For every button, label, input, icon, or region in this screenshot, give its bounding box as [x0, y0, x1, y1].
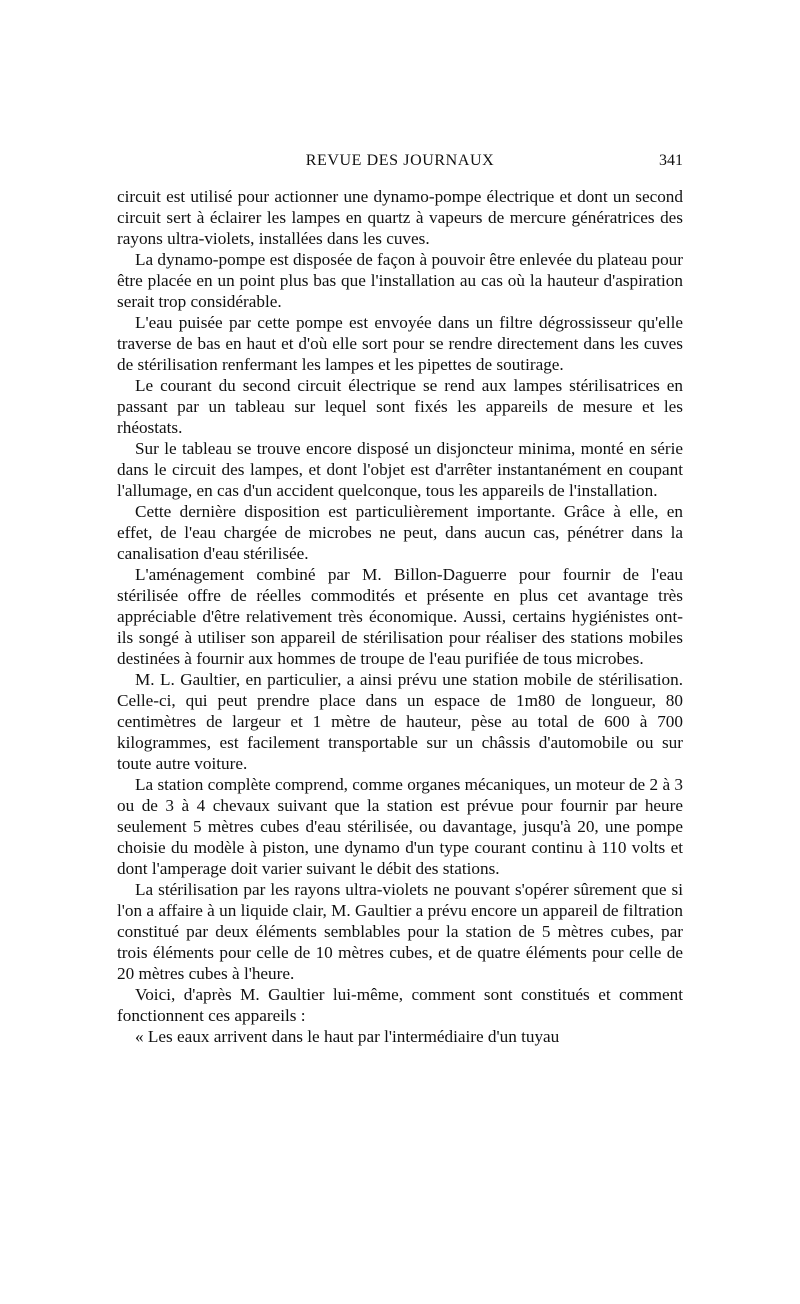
paragraph: M. L. Gaultier, en particulier, a ainsi prévu une station mobile de stérilisation. Celle-ci, qui peut prendre place dans un espace de 1m80 de longueur, 80 centimètres de largeur et 1 mètre de hauteur, pèse au total de 600 à 700 kilogrammes, est facilement transportable sur un châssis d'automobile ou sur toute autre voiture. — [117, 670, 683, 773]
paragraph: La dynamo-pompe est disposée de façon à pouvoir être enlevée du plateau pour être placée en un point plus bas que l'installation au cas où la hauteur d'aspiration serait trop considérable. — [117, 250, 683, 311]
paragraph: La station complète comprend, comme organes mécaniques, un moteur de 2 à 3 ou de 3 à 4 chevaux suivant que la station est prévue pour fournir par heure seulement 5 mètres cubes d'eau stérilisée, ou davantage, jusqu'à 20, une pompe choisie du modèle à piston, une dynamo d'un type courant continu à 110 volts et dont l'amperage doit varier suivant le débit des stations. — [117, 775, 683, 878]
paragraph: « Les eaux arrivent dans le haut par l'intermédiaire d'un tuyau — [135, 1027, 560, 1046]
running-title: REVUE DES JOURNAUX — [305, 152, 495, 169]
paragraph: Cette dernière disposition est particulièrement importante. Grâce à elle, en effet, de l'eau chargée de microbes ne peut, dans aucun cas, pénétrer dans la canalisation d'eau stérilisée. — [117, 502, 683, 563]
page-number: 341 — [659, 152, 683, 169]
paragraph: Voici, d'après M. Gaultier lui-même, comment sont constitués et comment fonctionnent ces appareils : — [117, 985, 683, 1025]
paragraph: L'eau puisée par cette pompe est envoyée dans un filtre dégrossisseur qu'elle traverse de bas en haut et d'où elle sort pour se rendre directement dans les cuves de stérilisation renfermant les lampes et les pipettes de soutirage. — [117, 313, 683, 374]
paragraph: L'aménagement combiné par M. Billon-Daguerre pour fournir de l'eau stérilisée offre de réelles commodités et présente en plus cet avantage très appréciable d'être relativement très économique. Aussi, certains hygiénistes ont-ils songé à utiliser son appareil de stérilisation pour réaliser des stations mobiles destinées à fournir aux hommes de troupe de l'eau purifiée de tous microbes. — [117, 565, 683, 668]
paragraph: La stérilisation par les rayons ultra-violets ne pouvant s'opérer sûrement que si l'on a affaire à un liquide clair, M. Gaultier a prévu encore un appareil de filtration constitué par deux éléments semblables pour la station de 5 mètres cubes, par trois éléments pour celle de 10 mètres cubes, et de quatre éléments pour celle de 20 mètres cubes à l'heure. — [117, 880, 683, 983]
running-head — [117, 152, 683, 176]
body-text — [117, 186, 683, 1047]
paragraph: Le courant du second circuit électrique se rend aux lampes stérilisatrices en passant par un tableau sur lequel sont fixés les appareils de mesure et les rhéostats. — [117, 376, 683, 437]
paragraph: circuit est utilisé pour actionner une dynamo-pompe électrique et dont un second circuit sert à éclairer les lampes en quartz à vapeurs de mercure génératrices des rayons ultra-violets, installées dans les cuves. — [117, 187, 683, 248]
paragraph: Sur le tableau se trouve encore disposé un disjoncteur minima, monté en série dans le circuit des lampes, et dont l'objet est d'arrêter instantanément en coupant l'allumage, en cas d'un accident quelconque, tous les appareils de l'installation. — [117, 439, 683, 500]
